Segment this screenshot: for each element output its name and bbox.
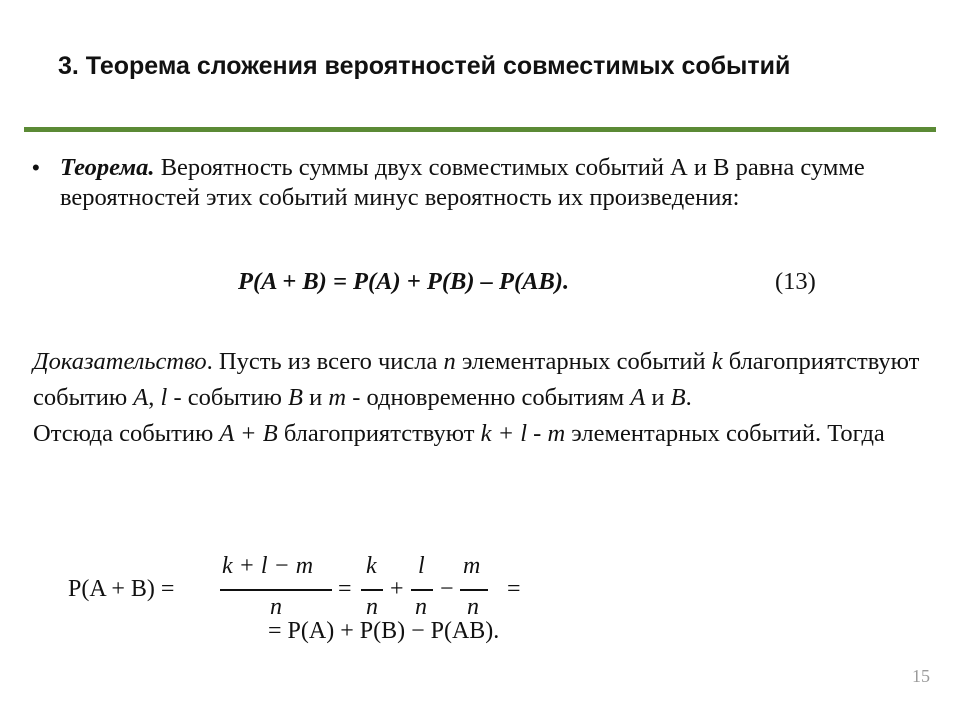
- bullet-icon: •: [32, 155, 40, 180]
- theorem-text: [60, 153, 937, 213]
- derivation-lhs: P(A + B) =: [68, 576, 175, 602]
- fraction-3-numerator: l: [418, 553, 425, 579]
- proof-var-l: l: [160, 384, 168, 411]
- proof-var-b: B: [670, 384, 686, 411]
- formula-13: [238, 268, 816, 296]
- fraction-2-numerator: k: [366, 553, 377, 579]
- proof-paragraph-1: [33, 344, 933, 416]
- proof-text: и: [303, 384, 329, 411]
- proof-text: благоприятствуют: [277, 420, 481, 447]
- proof-text: элементарных событий. Тогда: [565, 420, 885, 447]
- slide-title: 3. Теорема сложения вероятностей совместимых событий: [58, 52, 791, 80]
- proof-var-k-plus-l-minus-m: k + l - m: [480, 420, 566, 447]
- proof-text: .: [685, 384, 692, 411]
- fraction-2-bar: [361, 589, 383, 591]
- fraction-4-numerator: m: [463, 553, 481, 579]
- proof-text: - одновременно событиям: [346, 384, 631, 411]
- proof-text: . Пусть из всего числа: [206, 348, 444, 375]
- proof-text: и: [645, 384, 671, 411]
- proof-text: элементарных событий: [455, 348, 712, 375]
- proof-var-b: B: [288, 384, 304, 411]
- proof-text: - событию: [167, 384, 289, 411]
- minus-sign: −: [440, 576, 454, 602]
- proof-var-a: A: [133, 384, 149, 411]
- proof-var-m: m: [328, 384, 347, 411]
- theorem-statement: Вероятность суммы двух совместимых событий А и В равна сумме вероятностей этих событий минус вероятность их произведения:: [60, 154, 865, 211]
- fraction-1-bar: [220, 589, 332, 591]
- proof-var-a-plus-b: A + B: [219, 420, 278, 447]
- derivation-result: = P(A) + P(B) − P(AB).: [268, 618, 500, 644]
- proof-text: Отсюда событию: [33, 420, 220, 447]
- proof-var-n: n: [443, 348, 456, 375]
- plus-sign: +: [390, 576, 404, 602]
- fraction-1-denominator: n: [270, 594, 282, 620]
- equals-sign: =: [507, 576, 521, 602]
- proof-var-k: k: [711, 348, 723, 375]
- theorem-block: [32, 153, 937, 213]
- fraction-2-denominator: n: [366, 594, 378, 620]
- proof-block: [33, 344, 933, 452]
- proof-text: ,: [148, 384, 161, 411]
- fraction-3-bar: [411, 589, 433, 591]
- fraction-4-bar: [460, 589, 488, 591]
- fraction-4-denominator: n: [467, 594, 479, 620]
- fraction-3-denominator: n: [415, 594, 427, 620]
- proof-text: благоприятствуют событию: [33, 348, 920, 411]
- proof-var-a: A: [630, 384, 646, 411]
- theorem-label: Теорема.: [60, 154, 155, 181]
- formula-13-number: (13): [775, 268, 816, 295]
- equals-sign: =: [338, 576, 352, 602]
- fraction-1-numerator: k + l − m: [222, 553, 314, 579]
- proof-label: Доказательство: [33, 348, 207, 375]
- formula-13-expression: P(A + B) = P(A) + P(B) – P(AB).: [238, 268, 570, 295]
- page-number: 15: [912, 666, 930, 686]
- title-divider: [24, 127, 936, 132]
- proof-paragraph-2: [33, 416, 933, 452]
